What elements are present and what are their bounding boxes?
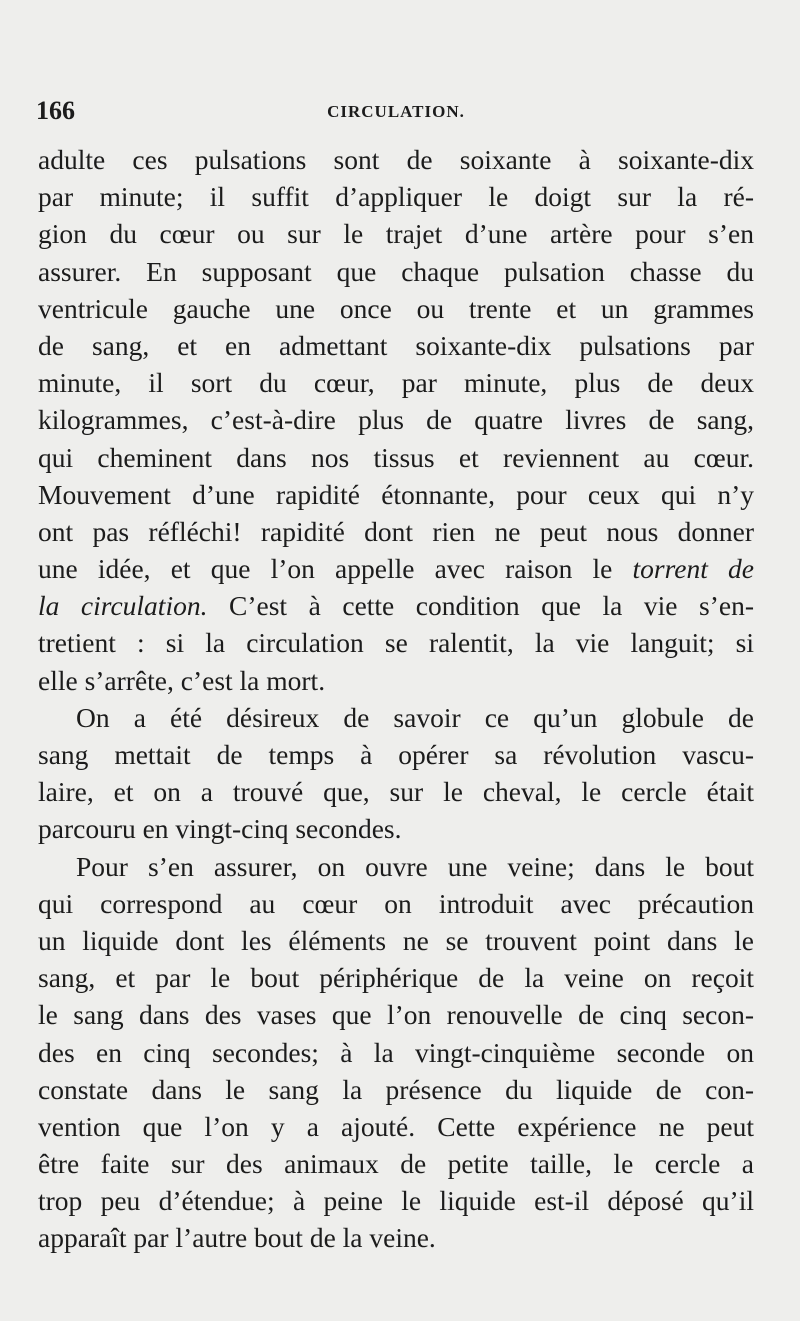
- text-line: gion du cœur ou sur le trajet d’une artère pour s’en: [38, 218, 754, 250]
- text-line: le sang dans des vases que l’on renouvelle de cinq secon-: [38, 999, 754, 1031]
- text-line: [38, 550, 754, 587]
- text-line: apparaît par l’autre bout de la veine.: [38, 1222, 436, 1254]
- text-line: Pour s’en assurer, on ouvre une veine; dans le bout: [76, 850, 754, 882]
- text-line: sang mettait de temps à opérer sa révolution vascu-: [38, 739, 754, 770]
- text-line: elle s’arrête, c’est la mort.: [38, 664, 326, 696]
- text-segment: une idée, et que l’on appelle avec raison le: [38, 553, 613, 585]
- text-line: parcouru en vingt-cinq secondes.: [38, 813, 402, 845]
- text-line: constate dans le sang la présence du liquide de con-: [38, 1073, 754, 1105]
- text-line: sang, et par le bout périphérique de la veine on reçoit: [38, 962, 754, 994]
- text-line: qui cheminent dans nos tissus et reviennent au cœur.: [38, 441, 754, 473]
- text-line: par minute; il suffit d’appliquer le doigt sur la ré-: [38, 181, 754, 213]
- text-line: un liquide dont les éléments ne se trouvent point dans le: [38, 924, 754, 956]
- text-line: Mouvement d’une rapidité étonnante, pour ceux qui n’y: [38, 478, 754, 510]
- text-line: assurer. En supposant que chaque pulsation chasse du: [38, 255, 754, 287]
- text-line: être faite sur des animaux de petite taille, le cercle a: [38, 1148, 754, 1180]
- italic-phrase: torrent de: [632, 553, 755, 585]
- text-line: laire, et on a trouvé que, sur le cheval, le cercle était: [38, 776, 754, 808]
- text-line: kilogrammes, c’est-à-dire plus de quatre livres de sang,: [38, 404, 754, 436]
- text-line: de sang, et en admettant soixante-dix pulsations par: [38, 329, 754, 361]
- text-line: qui correspond au cœur on introduit avec précaution: [38, 887, 754, 919]
- text-line: minute, il sort du cœur, par minute, plus de deux: [38, 367, 754, 399]
- text-line: adulte ces pulsations sont de soixante à soixante-dix: [38, 144, 754, 175]
- page-header: [36, 96, 756, 130]
- text-line: ont pas réfléchi! rapidité dont rien ne peut nous donner: [38, 515, 754, 547]
- text-line: [38, 587, 754, 624]
- text-line: trop peu d’étendue; à peine le liquide est-il déposé qu’il: [38, 1185, 754, 1217]
- text-line: des en cinq secondes; à la vingt-cinquième seconde on: [38, 1036, 754, 1068]
- text-line: tretient : si la circulation se ralentit, la vie languit; si: [38, 627, 754, 659]
- running-title: CIRCULATION.: [327, 102, 465, 121]
- text-line: ventricule gauche une once ou trente et un grammes: [38, 292, 754, 324]
- body-text: [38, 141, 754, 1257]
- page-number: 166: [36, 96, 75, 125]
- text-line: On a été désireux de savoir ce qu’un globule de: [76, 701, 754, 733]
- italic-phrase: la circulation.: [38, 590, 208, 622]
- text-line: vention que l’on y a ajouté. Cette expérience ne peut: [38, 1110, 754, 1142]
- text-segment: C’est à cette condition que la vie s’en-: [229, 590, 754, 622]
